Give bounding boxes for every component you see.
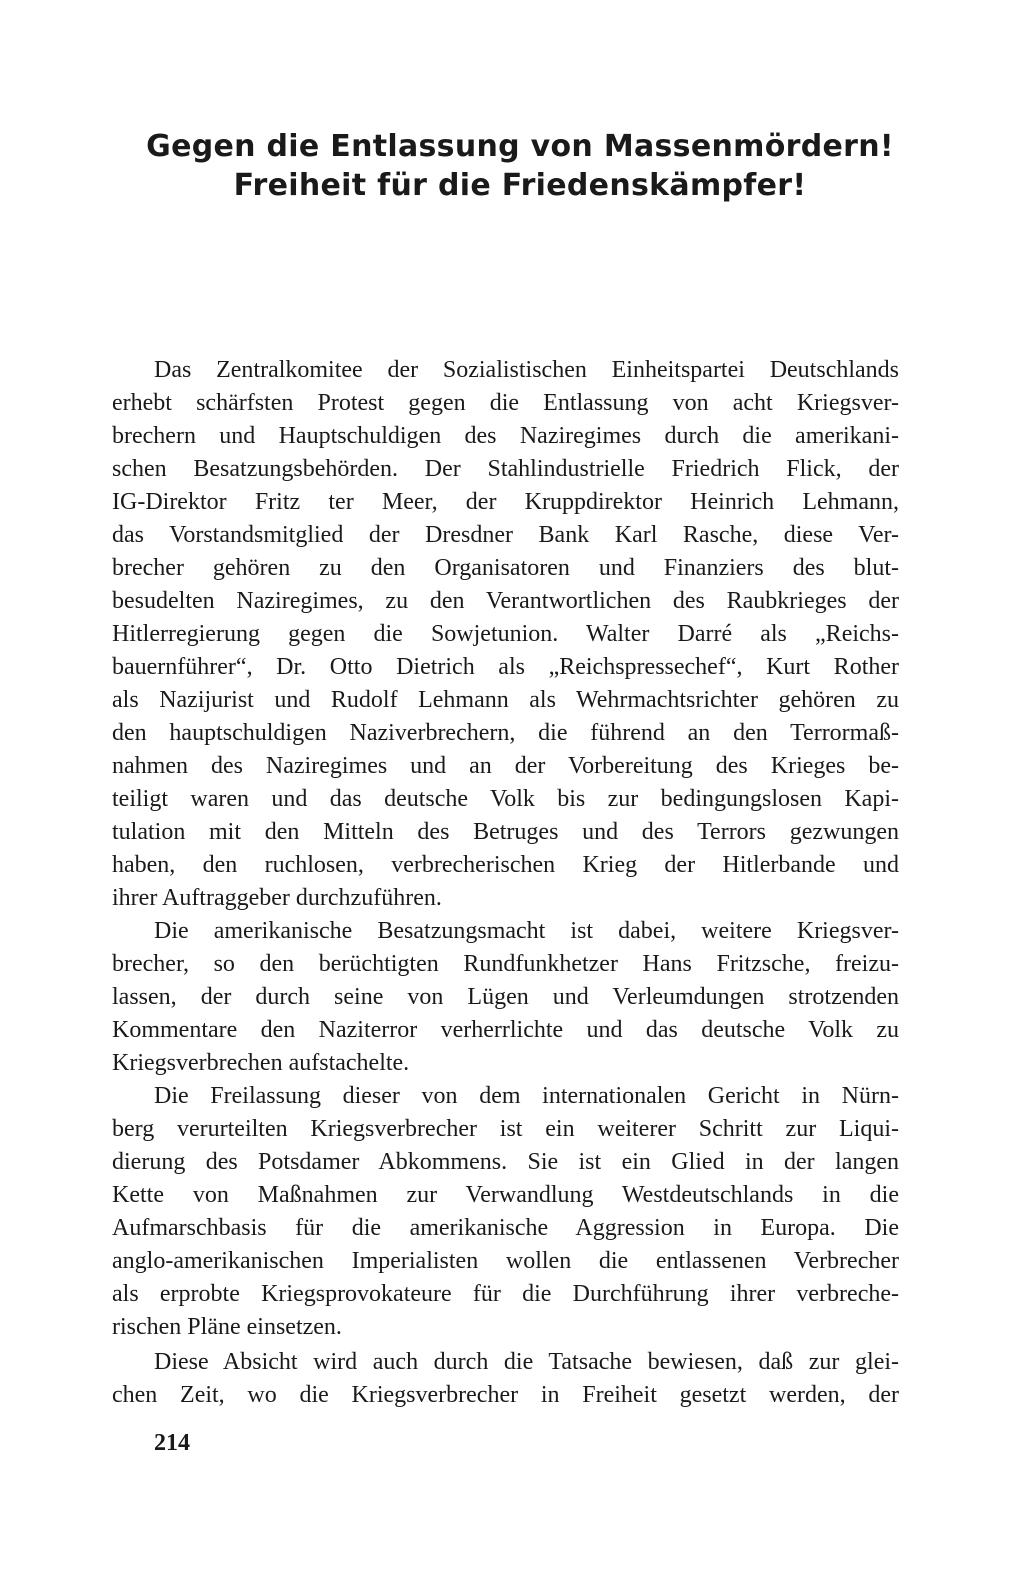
body-line: brecher, so den berüchtigten Rundfunkhetzer Hans Fritzsche, freizu- [112,951,899,977]
body-line: den hauptschuldigen Naziverbrechern, die führend an den Terrormaß- [112,720,899,746]
body-line: chen Zeit, wo die Kriegsverbrecher in Freiheit gesetzt werden, der [112,1382,899,1408]
body-line: das Vorstandsmitglied der Dresdner Bank Karl Rasche, diese Ver- [112,522,899,548]
body-line: haben, den ruchlosen, verbrecherischen Krieg der Hitlerbande und [112,852,899,878]
body-line: nahmen des Naziregimes und an der Vorbereitung des Krieges be- [112,753,899,779]
heading-line-1: Gegen die Entlassung von Massenmördern! [146,129,894,164]
body-line: erhebt schärfsten Protest gegen die Entlassung von acht Kriegsver- [112,390,899,416]
body-line: Hitlerregierung gegen die Sowjetunion. Walter Darré als „Reichs- [112,621,899,647]
body-line: berg verurteilten Kriegsverbrecher ist ein weiterer Schritt zur Liqui- [112,1116,899,1142]
body-line: Kriegsverbrechen aufstachelte. [112,1050,410,1076]
body-line: brechern und Hauptschuldigen des Naziregimes durch die amerikani- [112,423,899,449]
body-line: lassen, der durch seine von Lügen und Verleumdungen strotzenden [112,984,899,1010]
body-line: schen Besatzungsbehörden. Der Stahlindustrielle Friedrich Flick, der [112,456,899,482]
body-line: als Nazijurist und Rudolf Lehmann als Wehrmachtsrichter gehören zu [112,687,899,713]
body-line: bauernführer“, Dr. Otto Dietrich als „Reichspressechef“, Kurt Rother [112,654,899,680]
body-line: Kette von Maßnahmen zur Verwandlung Westdeutschlands in die [112,1182,899,1208]
body-line: Kommentare den Naziterror verherrlichte und das deutsche Volk zu [112,1017,899,1043]
body-line: tulation mit den Mitteln des Betruges und des Terrors gezwungen [112,819,899,845]
body-line: anglo-amerikanischen Imperialisten wollen die entlassenen Verbrecher [112,1248,899,1274]
page-number: 214 [154,1430,190,1456]
body-line: rischen Pläne einsetzen. [112,1314,342,1340]
body-line: Aufmarschbasis für die amerikanische Aggression in Europa. Die [112,1215,899,1241]
body-line: dierung des Potsdamer Abkommens. Sie ist ein Glied in der langen [112,1149,899,1175]
body-line: besudelten Naziregimes, zu den Verantwortlichen des Raubkrieges der [112,588,899,614]
heading-line-2: Freiheit für die Friedenskämpfer! [233,168,807,203]
body-line: als erprobte Kriegsprovokateure für die Durchführung ihrer verbreche- [112,1281,899,1307]
body-line: Die amerikanische Besatzungsmacht ist dabei, weitere Kriegsver- [154,918,899,944]
body-line: brecher gehören zu den Organisatoren und Finanziers des blut- [112,555,899,581]
body-line: Die Freilassung dieser von dem internationalen Gericht in Nürn- [154,1083,899,1109]
body-line: IG-Direktor Fritz ter Meer, der Kruppdirektor Heinrich Lehmann, [112,489,899,515]
body-line: Diese Absicht wird auch durch die Tatsache bewiesen, daß zur glei- [154,1349,899,1375]
body-line: teiligt waren und das deutsche Volk bis zur bedingungslosen Kapi- [112,786,899,812]
body-line: ihrer Auftraggeber durchzuführen. [112,885,442,911]
body-line: Das Zentralkomitee der Sozialistischen Einheitspartei Deutschlands [154,357,899,383]
